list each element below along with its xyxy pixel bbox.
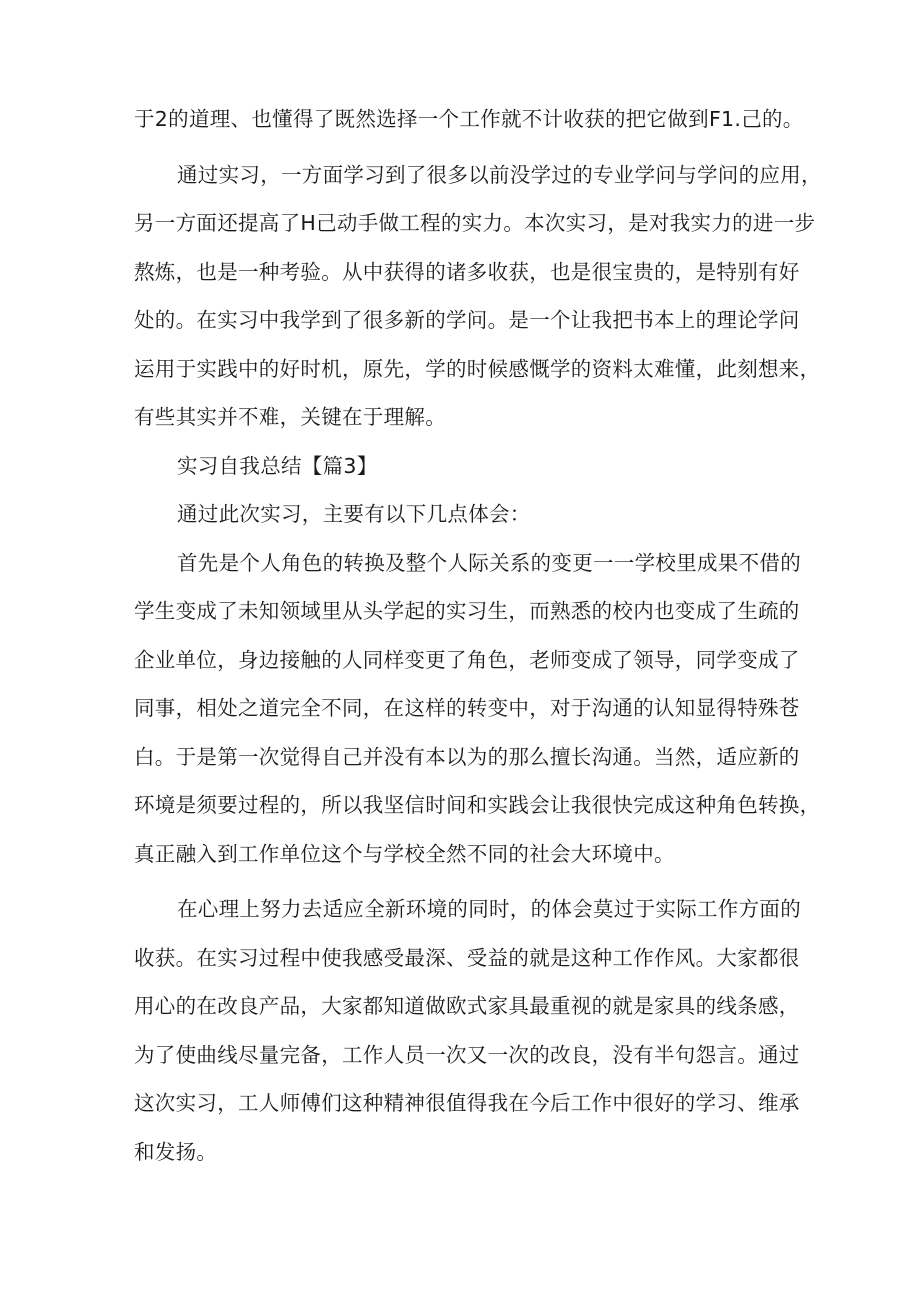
text-line: 收获。在实习过程中使我感受最深、受益的就是这种工作作风。大家都很 bbox=[134, 945, 800, 970]
text-line: 真正融入到工作单位这个与学校全然不同的社会大环境中。 bbox=[134, 841, 675, 866]
text-line: 用心的在改良产品，大家都知道做欧式家具最重视的就是家具的线条感， bbox=[134, 994, 800, 1018]
text-line: 运用于实践中的好时机，原先，学的时候感慨学的资料太难懂，此刻想来， bbox=[134, 356, 821, 381]
paragraph-start-line: 通过实习，一方面学习到了很多以前没学过的专业学问与学问的应用， bbox=[177, 162, 822, 187]
text-line: 为了使曲线尽量完备，工作人员一次又一次的改良，没有半句怨言。通过 bbox=[134, 1042, 800, 1067]
paragraph-start-line: 首先是个人角色的转换及整个人际关系的变更一一学校里成果不借的 bbox=[177, 550, 801, 575]
section-heading: 实习自我总结【篇3】 bbox=[177, 453, 378, 478]
text-line: 白。于是第一次觉得自己并没有本以为的那么擅长沟通。当然，适应新的 bbox=[134, 744, 800, 769]
text-line: 处的。在实习中我学到了很多新的学问。是一个让我把书本上的理论学问 bbox=[134, 308, 800, 332]
text-line: 和发扬。 bbox=[134, 1139, 218, 1164]
paragraph-start-line: 在心理上努力去适应全新环境的同时，的体会莫过于实际工作方面的 bbox=[177, 897, 801, 921]
text-line: 企业单位，身边接触的人同样变更了角色，老师变成了领导，同学变成了 bbox=[134, 647, 800, 672]
text-line: 于2的道理、也懂得了既然选择一个工作就不计收获的把它做到F1.己的。 bbox=[134, 107, 804, 131]
text-line: 有些其实并不难，关键在于理解。 bbox=[134, 405, 446, 429]
text-line: 同事，相处之道完全不同，在这样的转变中，对于沟通的认知显得特殊苍 bbox=[134, 696, 800, 720]
text-line: 学生变成了未知领域里从头学起的实习生，而熟悉的校内也变成了生疏的 bbox=[134, 599, 800, 623]
paragraph-start-line: 通过此次实习，主要有以下几点体会： bbox=[177, 502, 531, 526]
text-line: 另一方面还提高了H己动手做工程的实力。本次实习，是对我实力的进一步 bbox=[134, 211, 816, 235]
text-line: 环境是须要过程的，所以我坚信时间和实践会让我很快完成这种角色转换， bbox=[134, 793, 821, 817]
text-line: 熬炼，也是一种考验。从中获得的诸多收获，也是很宝贵的，是特别有好 bbox=[134, 259, 800, 284]
text-line: 这次实习，工人师傅们这种精神很值得我在今后工作中很好的学习、维承 bbox=[134, 1091, 800, 1115]
document-body bbox=[134, 95, 822, 1176]
